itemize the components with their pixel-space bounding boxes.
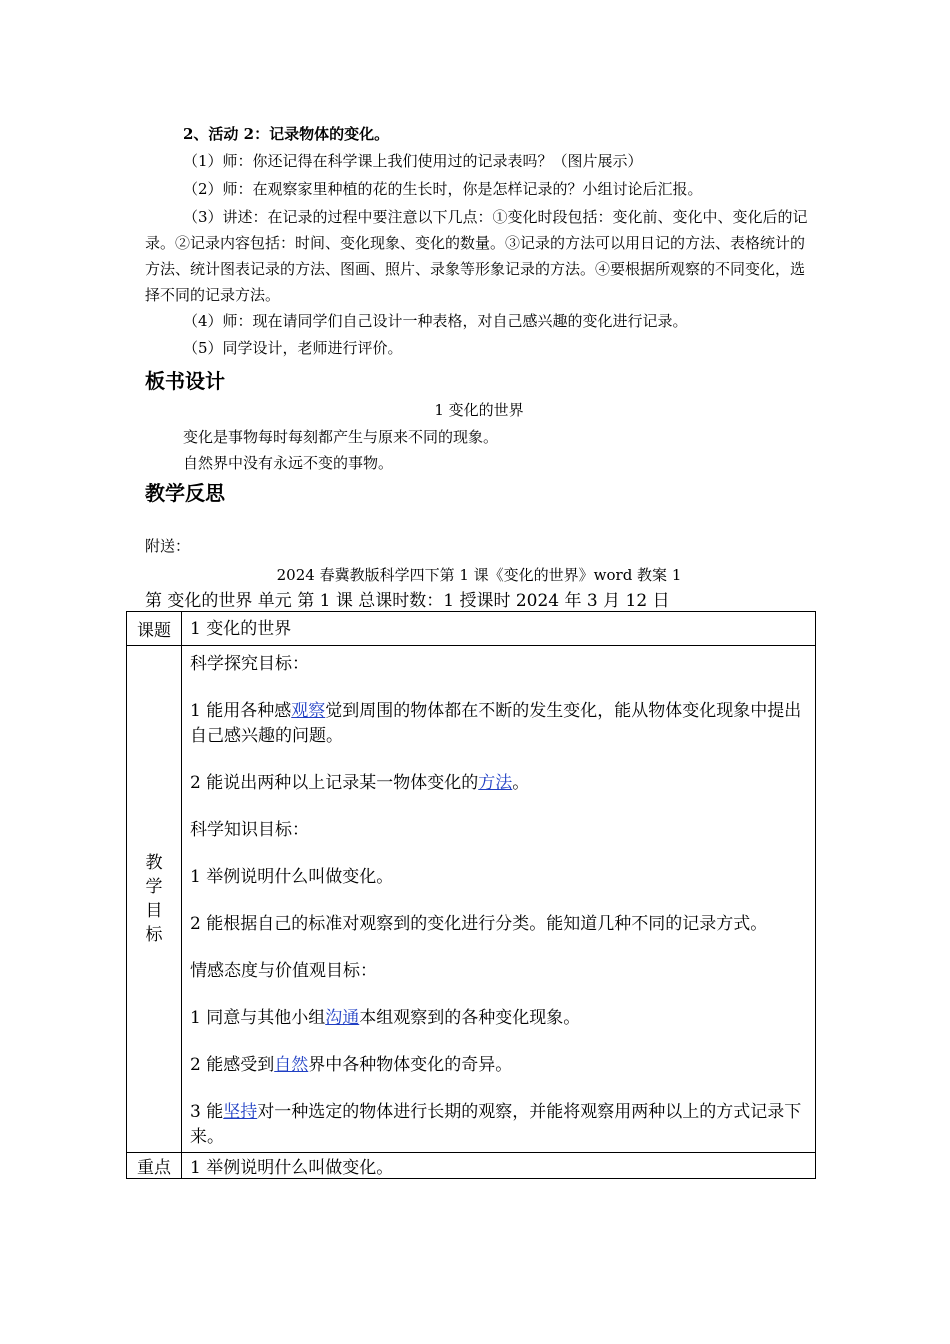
knowledge-goal-2: 2 能根据自己的标准对观察到的变化进行分类。能知道几种不同的记录方式。: [190, 914, 768, 934]
key-point-value: 1 举例说明什么叫做变化。: [182, 1153, 816, 1179]
goals-label: [127, 646, 182, 1153]
attached-doc-title: 2024 春冀教版科学四下第 1 课《变化的世界》word 教案 1: [276, 566, 682, 584]
table-row-goals: [127, 646, 816, 1153]
link-observe[interactable]: 观察: [291, 701, 326, 721]
activity-step-3: （3）讲述：在记录的过程中要注意以下几点：①变化时段包括：变化前、变化中、变化后的记录。②记录内容包括：时间、变化现象、变化的数量。③记录的方法可以用日记的方法、表格统计的方法、统计图表记录的方法、图画、照片、录象等形象记录的方法。④要根据所观察的不同变化，选择不同的记录方法。: [145, 208, 808, 304]
board-line-2: 自然界中没有永远不变的事物。: [183, 454, 394, 472]
board-heading: 板书设计: [145, 369, 225, 393]
lesson-meta-line: 第 变化的世界 单元 第 1 课 总课时数：1 授课时 2024 年 3 月 12 日: [145, 591, 670, 611]
link-communicate[interactable]: 沟通: [325, 1008, 360, 1028]
topic-label: 课题: [127, 612, 182, 646]
board-line-1: 变化是事物每时每刻都产生与原来不同的现象。: [183, 428, 499, 446]
knowledge-goal-1: 1 举例说明什么叫做变化。: [190, 867, 394, 887]
attitude-goal-2: 2 能感受到自然界中各种物体变化的奇异。: [190, 1055, 513, 1075]
activity-step-5: （5）同学设计，老师进行评价。: [183, 339, 403, 357]
link-persist[interactable]: 坚持: [223, 1102, 258, 1122]
attitude-heading: 情感态度与价值观目标：: [190, 961, 377, 981]
activity-title: 2、活动 2：记录物体的变化。: [183, 125, 390, 143]
attached-label: 附送：: [145, 537, 191, 555]
table-row-key-point: [127, 1153, 816, 1179]
lesson-plan-table: [126, 611, 816, 1179]
topic-value: 1 变化的世界: [182, 612, 816, 646]
key-point-label: 重点: [127, 1153, 182, 1179]
link-nature[interactable]: 自然: [274, 1055, 309, 1075]
board-title: 1 变化的世界: [434, 401, 524, 419]
reflection-heading: 教学反思: [145, 481, 225, 505]
activity-step-4: （4）师：现在请同学们自己设计一种表格，对自己感兴趣的变化进行记录。: [183, 312, 688, 330]
link-method[interactable]: 方法: [478, 773, 513, 793]
goals-label-text: 教学目标: [145, 853, 163, 945]
activity-step-1: （1）师：你还记得在科学课上我们使用过的记录表吗？（图片展示）: [183, 152, 643, 170]
inquiry-goal-2: 2 能说出两种以上记录某一物体变化的方法。: [190, 773, 530, 793]
goals-content: [182, 646, 816, 1153]
inquiry-heading: 科学探究目标：: [190, 654, 309, 674]
knowledge-heading: 科学知识目标：: [190, 820, 309, 840]
inquiry-goal-1: 1 能用各种感观察觉到周围的物体都在不断的发生变化，能从物体变化现象中提出自己感兴趣的问题。: [190, 701, 802, 746]
activity-step-2: （2）师：在观察家里种植的花的生长时，你是怎样记录的？小组讨论后汇报。: [183, 180, 703, 198]
attitude-goal-3: 3 能坚持对一种选定的物体进行长期的观察，并能将观察用两种以上的方式记录下来。: [190, 1102, 802, 1147]
table-row-topic: [127, 612, 816, 646]
attitude-goal-1: 1 同意与其他小组沟通本组观察到的各种变化现象。: [190, 1008, 581, 1028]
